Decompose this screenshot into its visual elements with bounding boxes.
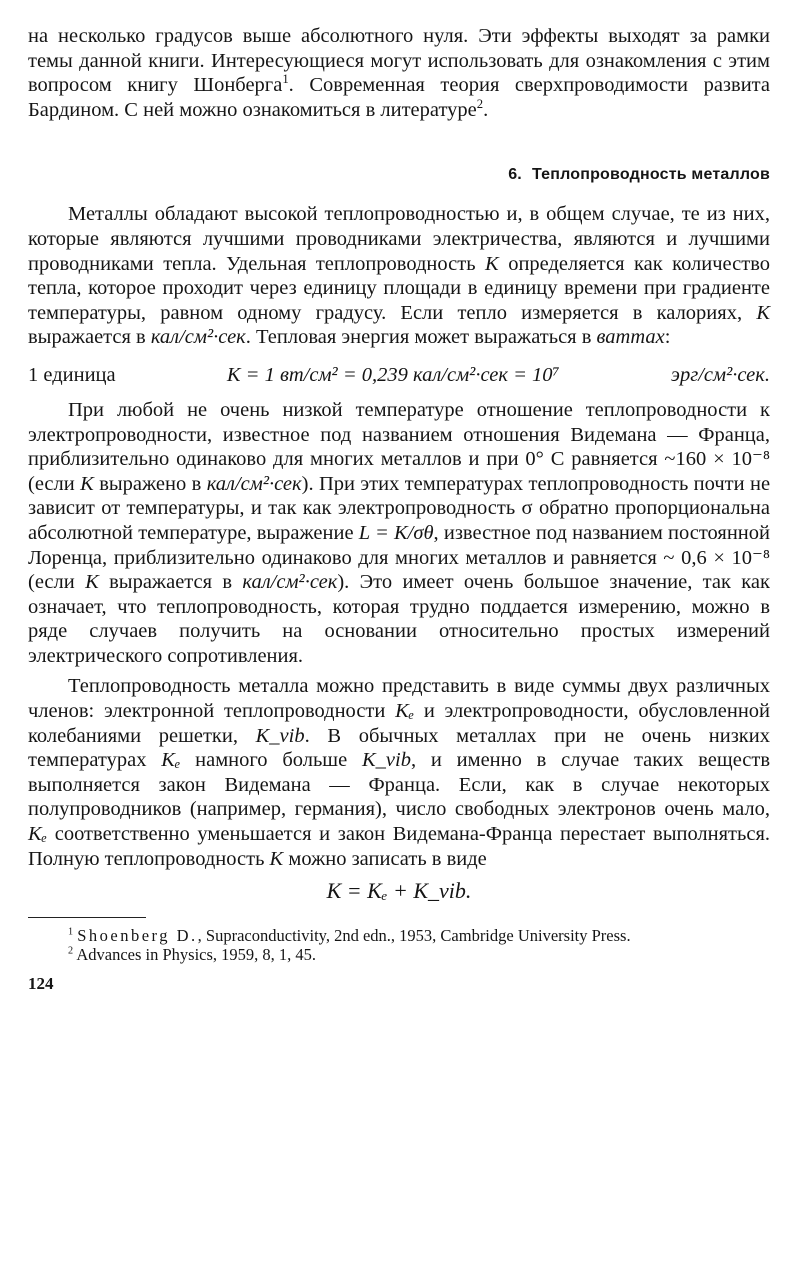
text-run: ). При этих температурах теплопроводность почти не зависит от температуры, и так как электропроводность σ обратно пропорциональна абсолютной температуре, выражение — [28, 472, 771, 544]
formula-left: 1 единица — [28, 363, 116, 386]
formula-right: эрг/см²·сек. — [670, 363, 770, 386]
footnote-ref-2: 2 — [476, 96, 484, 111]
footnote-text: , Supraconductivity, 2nd edn., 1953, Cambridge University Press. — [197, 926, 631, 946]
text-run: , известное под названием постоянной Лоренца, приблизительно одинаково для многих металлов и равняется ~ 0,6 × 10⁻⁸ (если — [28, 521, 770, 594]
page-number: 124 — [28, 974, 54, 994]
paragraph-components — [28, 674, 770, 871]
text-run: на несколько градусов выше абсолютного нуля. Эти эффекты выходят за рамки темы данной книги. Интересующиеся могут использовать для ознакомления с этим вопросом книгу Шонберга — [28, 25, 770, 97]
formula-middle: K = 1 вт/см² = 0,239 кал/см²·сек = 10⁷ — [226, 363, 560, 386]
unit-text: ваттах — [596, 326, 665, 349]
text-run: выражено в — [99, 472, 202, 495]
section-title: Теплопроводность металлов — [531, 166, 770, 184]
text-run: . Современная теория сверхпроводимости развита Бардином. С ней можно ознакомиться в литературе — [28, 74, 770, 121]
text-run: можно записать в виде — [288, 847, 487, 870]
footnote-mark: 1 — [68, 926, 74, 938]
text-run: При любой не очень низкой температуре отношение теплопроводности к электропроводности, известное под названием отношения Видемана — Франца, приблизительно одинаково для многих металлов и при 0° С равняется ~160 × 10⁻⁸ (если — [28, 398, 770, 495]
book-page — [28, 24, 770, 994]
unit-text: кал/см²·сек — [242, 571, 338, 594]
text-run: Теплопроводность металла можно представить в виде суммы двух различных членов: электронной теплопроводности — [28, 675, 770, 723]
unit-text: кал/см²·сек — [206, 472, 302, 495]
footnote-text: Advances in Physics, 1959, 8, 1, 45. — [76, 945, 317, 965]
text-run: . Тепловая энергия может выражаться в — [245, 326, 592, 349]
symbol-K: K — [756, 301, 770, 324]
symbol-K: K — [485, 252, 499, 275]
symbol-Ke: Kₑ — [28, 823, 48, 846]
section-number: 6. — [508, 166, 522, 184]
footnote-author: Shoenberg D. — [77, 926, 198, 946]
paragraph-continuation — [28, 24, 770, 122]
section-heading — [28, 166, 770, 184]
paragraph-thermal-conductivity — [28, 202, 770, 350]
text-run: : — [664, 326, 671, 349]
symbol-Ke: Kₑ — [161, 749, 181, 772]
symbol-Kvib: K_vib — [255, 724, 305, 747]
symbol-K: K — [85, 571, 99, 594]
footnote-mark: 2 — [68, 945, 74, 957]
text-run: . В обычных металлах при не очень низких температурах — [28, 724, 770, 772]
text-run: ). Это имеет очень большое значение, так как означает, что теплопроводность, которая трудно поддается измерению, можно в ряде случаев получить на основании относительно простых измерений электрического сопротивления. — [28, 571, 770, 667]
symbol-Ke: Kₑ — [395, 700, 415, 723]
text-run: Металлы обладают высокой теплопроводностью и, в общем случае, те из них, которые являются лучшими проводниками электричества, являются и лучшими проводниками тепла. Удельная теплопроводность — [28, 203, 770, 275]
text-run: определяется как количество тепла, которое проходит через единицу площади в единицу времени при градиенте температуры, равном одному градусу. Если тепло измеряется в калориях, — [28, 252, 771, 324]
footnote-2 — [28, 945, 770, 964]
text-run: и электропроводности, обусловленной колебаниями решетки, — [28, 700, 771, 747]
sum-formula: K = Kₑ + K_vib. — [326, 878, 472, 904]
text-run: выражается в — [109, 571, 233, 594]
symbol-K: K — [269, 847, 284, 870]
paragraph-wiedemann-franz — [28, 398, 770, 669]
symbol-K: K — [80, 472, 94, 495]
footnote-divider — [28, 917, 146, 918]
text-run: , и именно в случае таких веществ выполняется закон Видемана — Франца. Если, как в случае некоторых полупроводников (например, германия), число свободных электронов очень мало, — [28, 749, 771, 821]
text-run: намного больше — [195, 749, 348, 772]
lorenz-expression: L = K/σθ — [358, 521, 434, 544]
text-run: выражается в — [28, 326, 146, 349]
unit-text: кал/см²·сек — [150, 326, 246, 349]
footnote-ref-1: 1 — [282, 72, 289, 87]
text-run: соответственно уменьшается и закон Видемана-Франца перестает выполняться. Полную теплопроводность — [28, 823, 771, 870]
footnote-1 — [28, 926, 770, 945]
text-run: . — [483, 98, 489, 121]
unit-formula — [28, 362, 770, 388]
symbol-Kvib: K_vib — [362, 749, 411, 772]
